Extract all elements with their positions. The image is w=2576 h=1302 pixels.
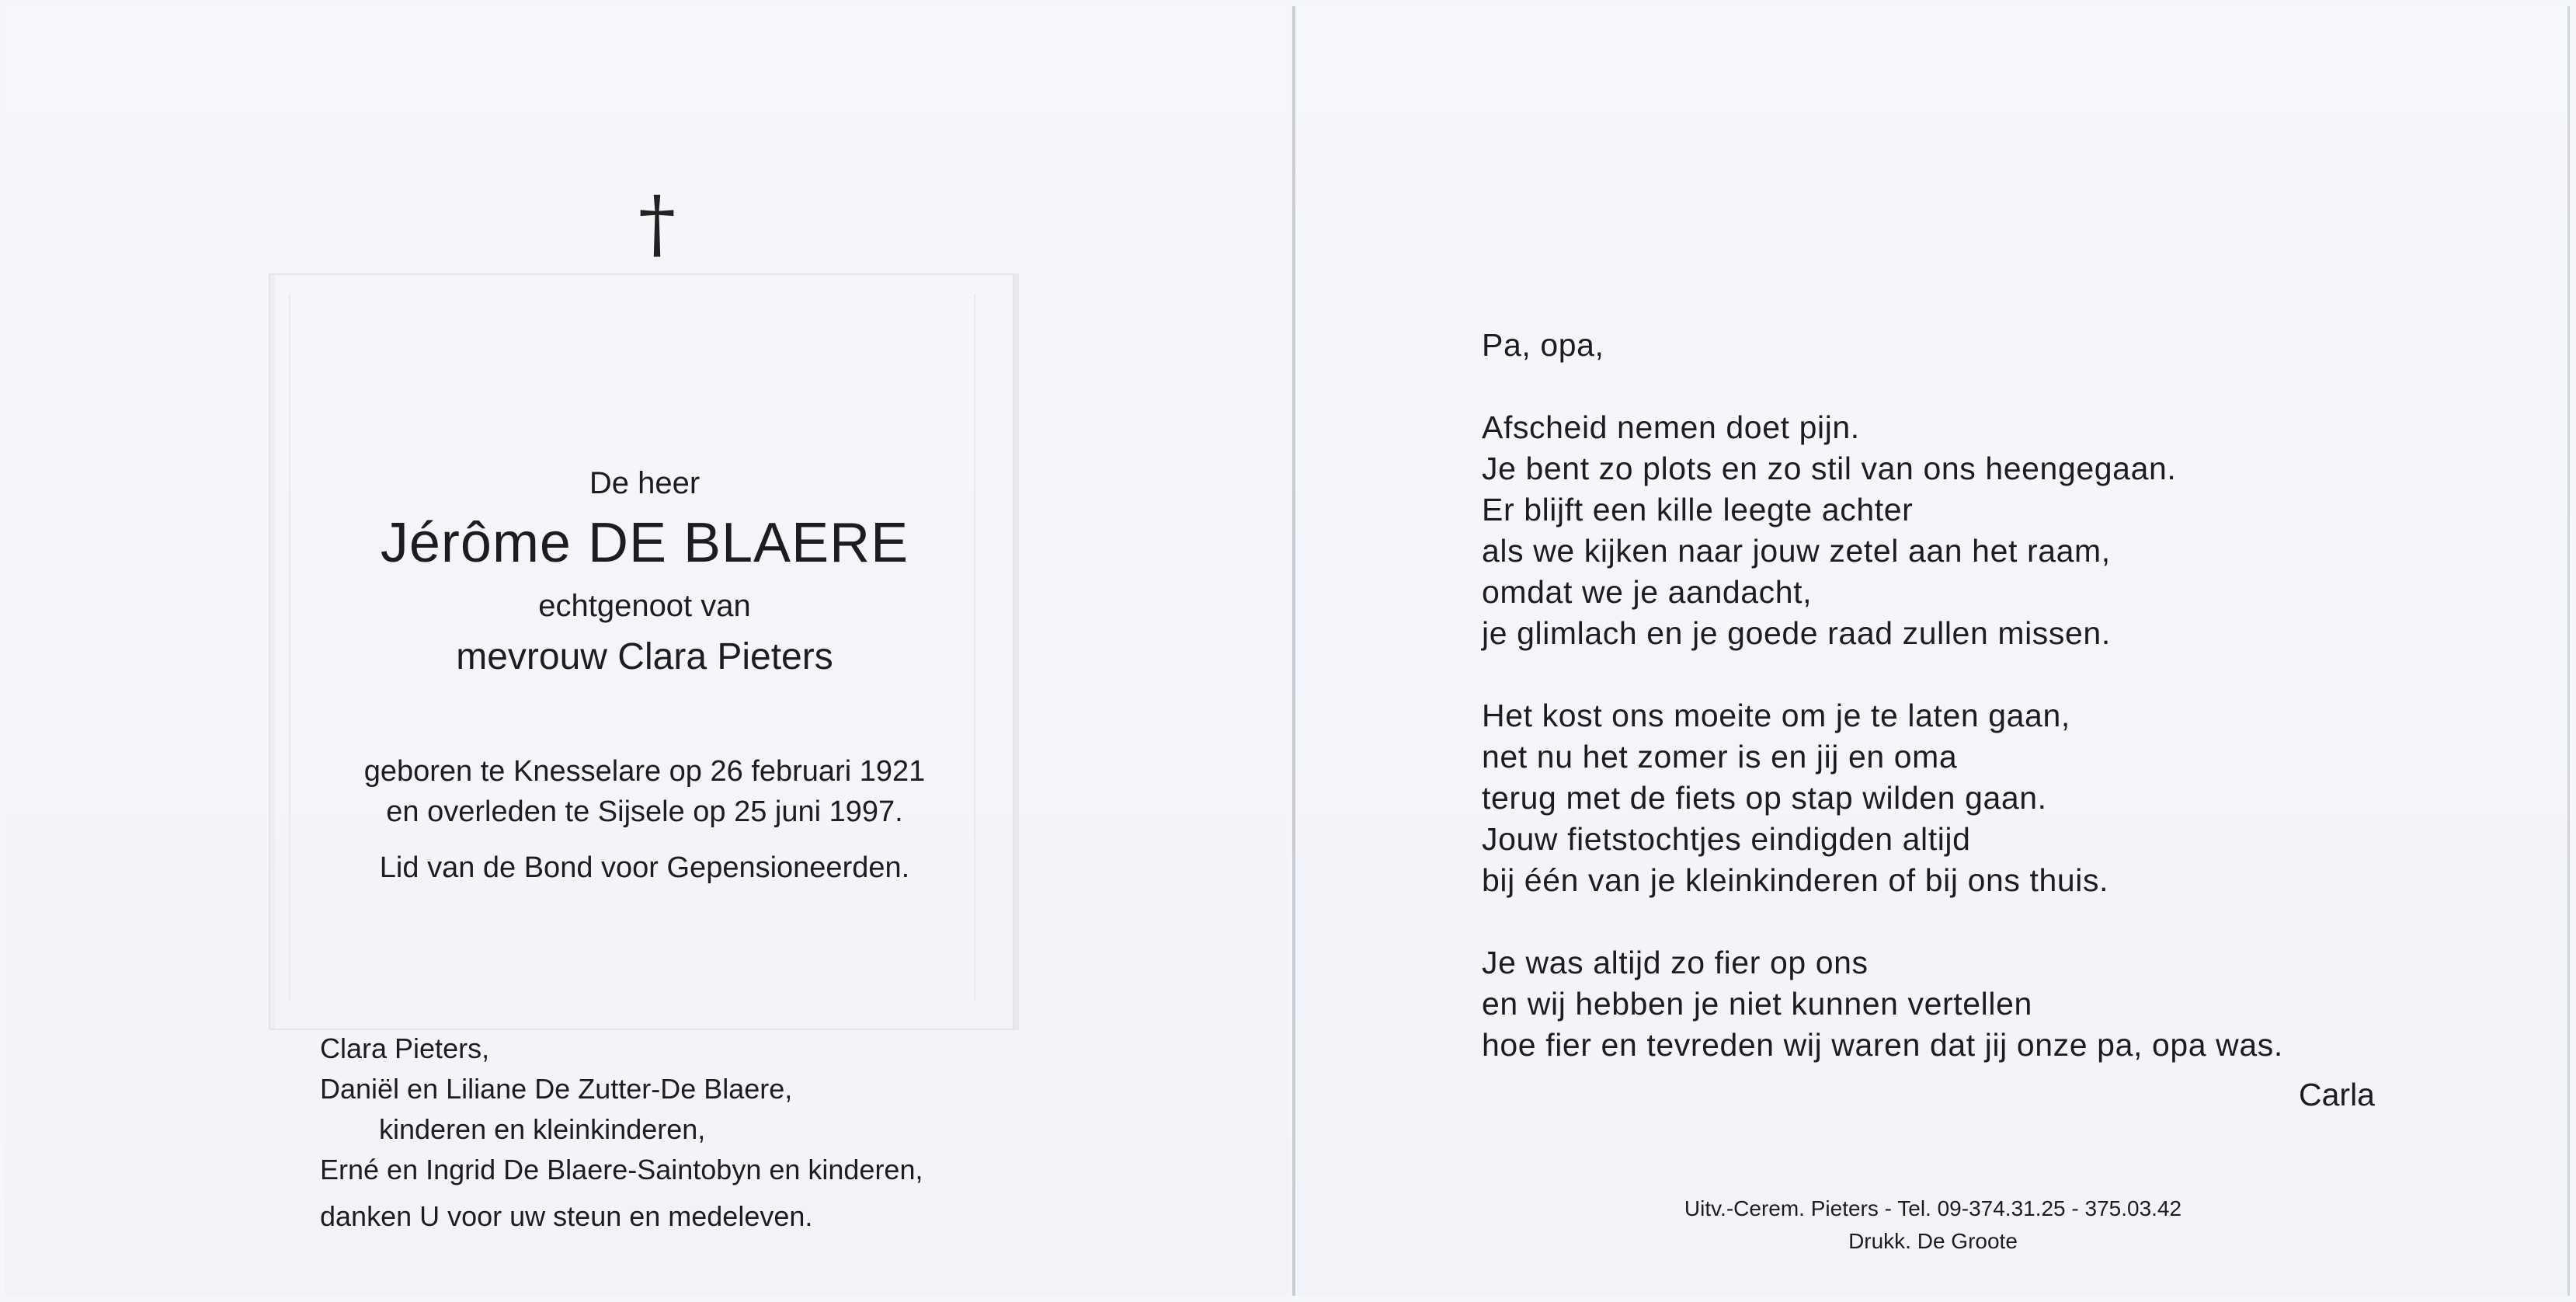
spouse-label: echtgenoot van	[538, 589, 751, 623]
thanks-line: Daniël en Liliane De Zutter-De Blaere,	[320, 1073, 793, 1105]
poem-line: hoe fier en tevreden wij waren dat jij onze pa, opa was.	[1482, 1027, 2283, 1063]
poem-line: Het kost ons moeite om je te laten gaan,	[1482, 698, 2070, 733]
birth-line: geboren te Knesselare op 26 februari 1921	[363, 755, 926, 788]
poem-line: Afscheid nemen doet pijn.	[1482, 409, 1860, 445]
thanks-line: kinderen en kleinkinderen,	[379, 1113, 706, 1145]
thanks-line: Erné en Ingrid De Blaere-Saintobyn en kinderen,	[320, 1154, 923, 1185]
poem-line: Jouw fietstochtjes eindigden altijd	[1482, 821, 1971, 857]
thanks-line: danken U voor uw steun en medeleven.	[320, 1200, 813, 1232]
poem-line: net nu het zomer is en jij en oma	[1482, 739, 1958, 775]
poem-signature: Carla	[2299, 1077, 2375, 1112]
poem-line: terug met de fiets op stap wilden gaan.	[1482, 780, 2047, 816]
spouse-name: mevrouw Clara Pieters	[456, 636, 833, 677]
poem	[1482, 325, 2283, 1066]
poem-line: omdat we je aandacht,	[1482, 574, 1813, 610]
poem-line: je glimlach en je goede raad zullen missen.	[1482, 615, 2111, 651]
poem-line: als we kijken naar jouw zetel aan het raam,	[1482, 533, 2111, 569]
thanks-line: Clara Pieters,	[320, 1032, 490, 1064]
poem-line: bij één van je kleinkinderen of bij ons thuis.	[1482, 862, 2109, 898]
death-line: en overleden te Sijsele op 25 juni 1997.	[386, 795, 903, 828]
poem-line: en wij hebben je niet kunnen vertellen	[1482, 986, 2032, 1022]
card-edge	[2567, 6, 2570, 1296]
membership-line: Lid van de Bond voor Gepensioneerden.	[379, 851, 910, 884]
family-thanks	[320, 1029, 923, 1237]
poem-line: Je bent zo plots en zo stil van ons heengegaan.	[1482, 451, 2177, 486]
poem-line: Je was altijd zo fier op ons	[1482, 945, 1869, 980]
printer-name: Drukk. De Groote	[1848, 1229, 2018, 1253]
poem-greeting: Pa, opa,	[1482, 327, 1604, 363]
poem-line: Er blijft een kille leegte achter	[1482, 492, 1914, 527]
cross-icon: †	[638, 180, 676, 267]
deceased-name: Jérôme DE BLAERE	[380, 512, 909, 574]
printer-info: Uitv.-Cerem. Pieters - Tel. 09-374.31.25 - 375.03.42	[1684, 1196, 2182, 1220]
card-fold	[1292, 6, 1295, 1296]
title: De heer	[589, 466, 700, 500]
